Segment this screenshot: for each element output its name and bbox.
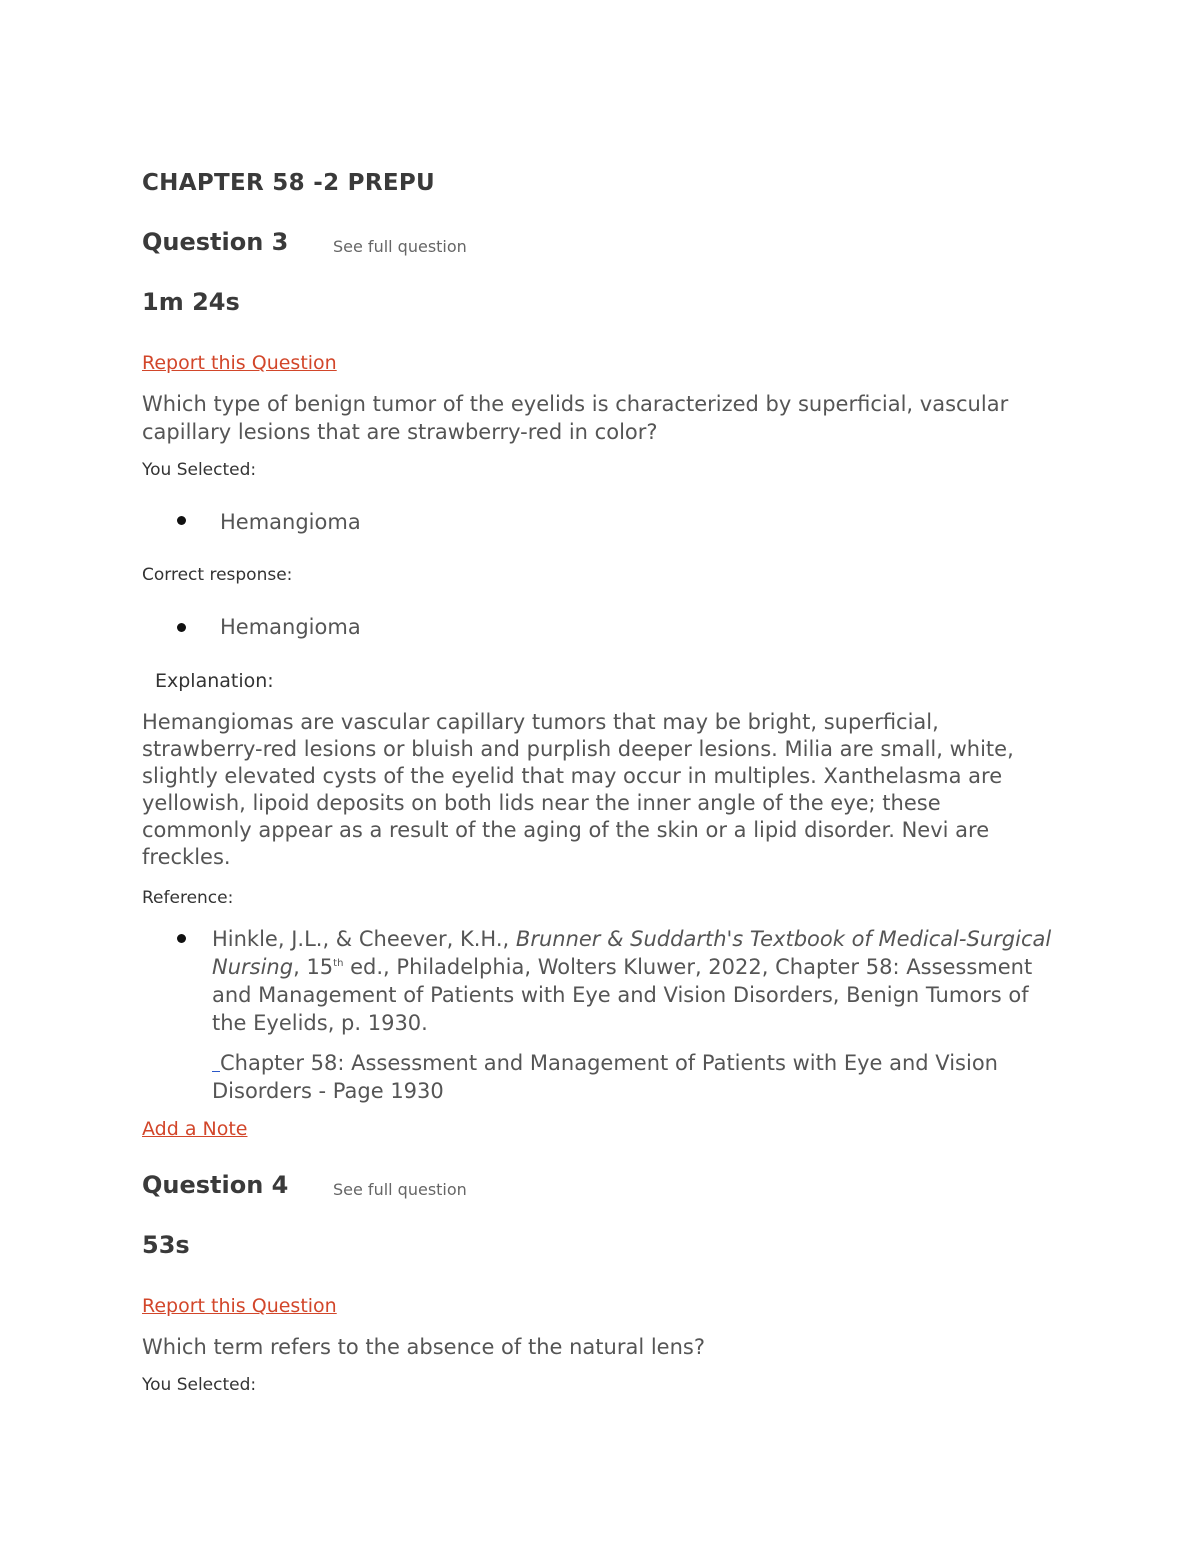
selected-answer: Hemangioma: [220, 510, 361, 534]
see-full-question-link[interactable]: See full question: [333, 1180, 467, 1199]
reference-edition-number: 15: [306, 955, 334, 979]
reference-page-link[interactable]: [212, 1049, 1052, 1105]
explanation-label: Explanation:: [155, 670, 274, 692]
report-question-link[interactable]: Report this Question: [142, 1295, 337, 1317]
hyperlink-marker[interactable]: [212, 1049, 220, 1072]
question-3-heading: Question 3: [142, 228, 289, 256]
add-note-link[interactable]: Add a Note: [142, 1118, 248, 1140]
you-selected-label: You Selected:: [142, 1375, 257, 1395]
reference-link-text[interactable]: Chapter 58: Assessment and Management of Patients with Eye and Vision Disorders - Page 1930: [212, 1051, 998, 1103]
question-4-heading: Question 4: [142, 1171, 289, 1199]
question-3-text: Which type of benign tumor of the eyelids is characterized by superficial, vascular capillary lesions that are strawberry-red in color?: [142, 392, 1009, 444]
question-3-time: 1m 24s: [142, 288, 240, 316]
correct-response-label: Correct response:: [142, 565, 293, 585]
explanation-text: Hemangiomas are vascular capillary tumors that may be bright, superficial, strawberry-red lesions or bluish and purplish deeper lesions. Milia are small, white, slightly elevated cysts of the eyelid that may occur in multiples. Xanthelasma are yellowish, lipoid deposits on both lids near the inner angle of the eye; these commonly appear as a result of the aging of the skin or a lipid disorder. Nevi are freckles.: [142, 710, 1014, 869]
report-question-link[interactable]: Report this Question: [142, 352, 337, 374]
reference-authors: Hinkle, J.L., & Cheever, K.H.,: [212, 927, 510, 951]
bullet-icon: [177, 934, 186, 943]
reference-book-title: Brunner & Suddarth's Textbook of Medical-Surgical Nursing: [212, 927, 1052, 979]
reference-citation: Hinkle, J.L., & Cheever, K.H., Brunner & Suddarth's Textbook of Medical-Surgical Nursing, 15th ed., Philadelphia, Wolters Kluwer, 2022, Chapter 58: Assessment and Management of Patients with Eye and Vision Disorders, Benign Tumors of the Eyelids, p. 1930.: [212, 927, 1052, 1035]
reference-edition-suffix: th: [333, 958, 344, 969]
question-4-time: 53s: [142, 1231, 190, 1259]
reference-label: Reference:: [142, 888, 234, 908]
you-selected-label: You Selected:: [142, 460, 257, 480]
correct-answer: Hemangioma: [220, 615, 361, 639]
question-4-text: Which term refers to the absence of the natural lens?: [142, 1335, 705, 1359]
reference-rest: ed., Philadelphia, Wolters Kluwer, 2022, Chapter 58: Assessment and Management of Patients with Eye and Vision Disorders, Benign Tumors of the Eyelids, p. 1930.: [212, 955, 1033, 1035]
bullet-icon: [177, 516, 186, 525]
see-full-question-link[interactable]: See full question: [333, 237, 467, 256]
chapter-title: CHAPTER 58 -2 PREPU: [142, 170, 435, 196]
bullet-icon: [177, 623, 186, 632]
